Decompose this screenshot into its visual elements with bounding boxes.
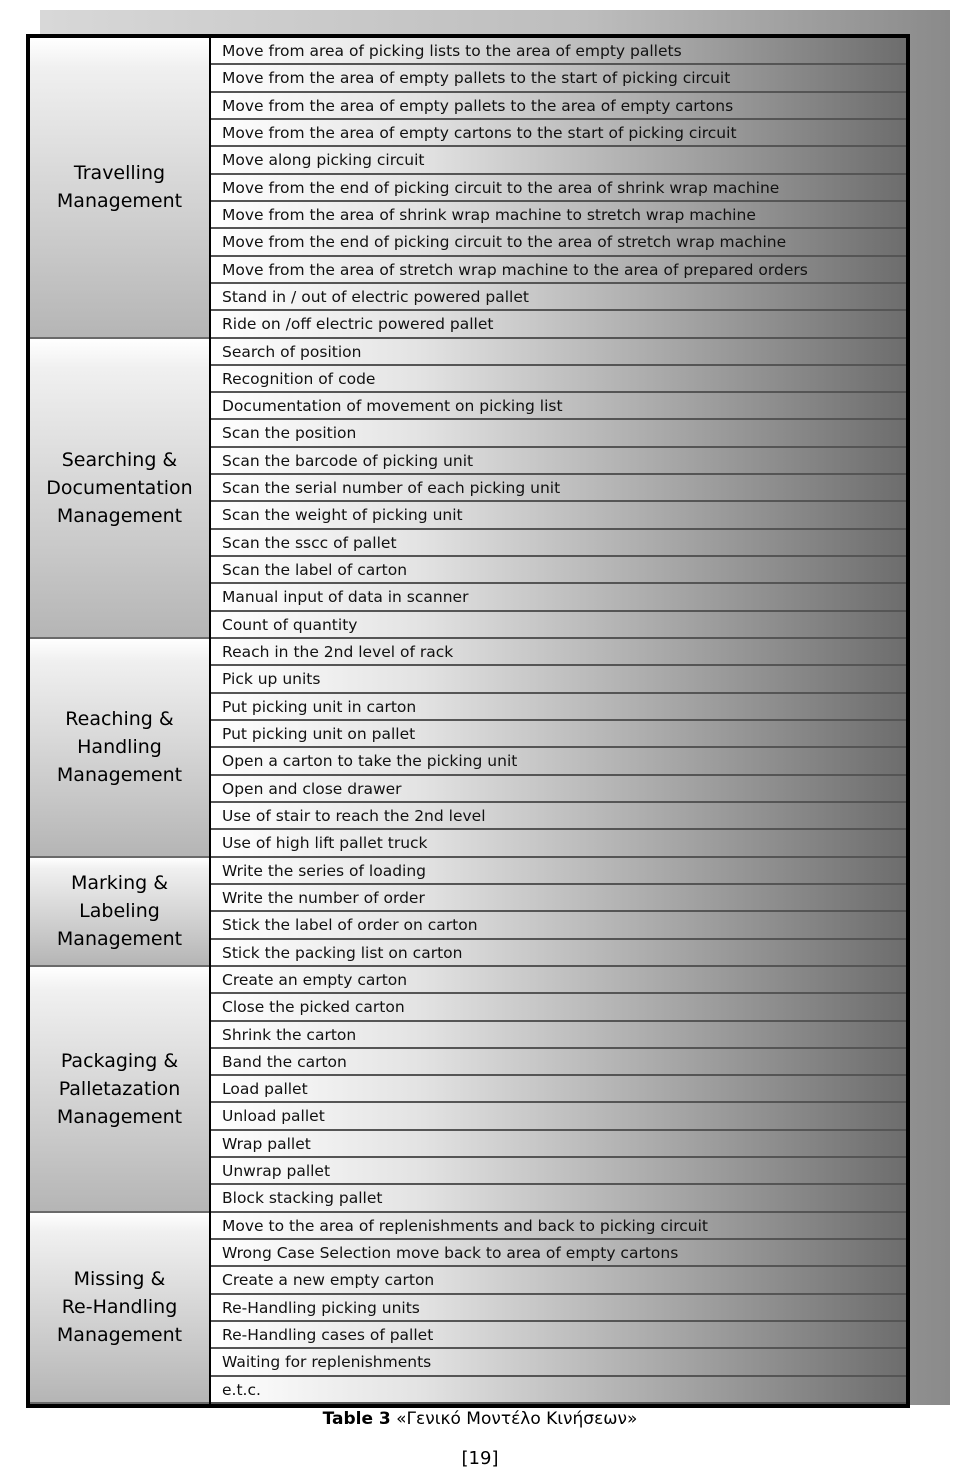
category-cell xyxy=(30,858,209,967)
activity-row: Move to the area of replenishments and back to picking circuit xyxy=(211,1213,906,1240)
activity-row: Write the series of loading xyxy=(211,858,906,885)
category-label: Searching & Documentation Management xyxy=(46,448,193,527)
activity-row: Use of stair to reach the 2nd level xyxy=(211,803,906,830)
category-label: Packaging & Palletazation Management xyxy=(56,1049,183,1128)
activity-row: Re-Handling picking units xyxy=(211,1295,906,1322)
caption-label: Table 3 xyxy=(322,1409,391,1429)
activity-row: Create a new empty carton xyxy=(211,1267,906,1294)
activity-row: Stick the label of order on carton xyxy=(211,912,906,939)
activity-row: Pick up units xyxy=(211,666,906,693)
activity-row: Unload pallet xyxy=(211,1103,906,1130)
movement-model-table xyxy=(26,34,910,1408)
activity-row: Move from the area of shrink wrap machine to stretch wrap machine xyxy=(211,202,906,229)
category-cell xyxy=(30,38,209,339)
activity-row: Open and close drawer xyxy=(211,776,906,803)
category-label: Marking & Labeling Management xyxy=(56,872,183,951)
activity-row: Write the number of order xyxy=(211,885,906,912)
caption-text: «Γενικό Μοντέλο Κινήσεων» xyxy=(390,1409,638,1429)
activity-row: Move from the area of stretch wrap machine to the area of prepared orders xyxy=(211,257,906,284)
activity-row: Waiting for replenishments xyxy=(211,1349,906,1376)
category-cell xyxy=(30,339,209,640)
activity-row: Wrap pallet xyxy=(211,1131,906,1158)
activity-row: Band the carton xyxy=(211,1049,906,1076)
activity-row: Ride on /off electric powered pallet xyxy=(211,311,906,338)
activity-row: Close the picked carton xyxy=(211,994,906,1021)
activity-row: Wrong Case Selection move back to area of empty cartons xyxy=(211,1240,906,1267)
activity-row: Scan the sscc of pallet xyxy=(211,530,906,557)
activity-row: Move from the end of picking circuit to the area of shrink wrap machine xyxy=(211,175,906,202)
category-cell xyxy=(30,1213,209,1404)
activity-row: Stand in / out of electric powered pallet xyxy=(211,284,906,311)
table-caption xyxy=(0,1409,960,1429)
category-cell xyxy=(30,967,209,1213)
category-column xyxy=(30,38,209,1404)
category-label: Missing & Re-Handling Management xyxy=(56,1268,183,1347)
activity-row: Load pallet xyxy=(211,1076,906,1103)
activity-row: Count of quantity xyxy=(211,612,906,639)
activity-row: Put picking unit on pallet xyxy=(211,721,906,748)
activity-row: Shrink the carton xyxy=(211,1022,906,1049)
activity-row: Scan the barcode of picking unit xyxy=(211,448,906,475)
activity-row: Move from the area of empty cartons to the start of picking circuit xyxy=(211,120,906,147)
activity-row: Use of high lift pallet truck xyxy=(211,830,906,857)
activity-row: Scan the serial number of each picking unit xyxy=(211,475,906,502)
category-cell xyxy=(30,639,209,858)
activity-row: Scan the weight of picking unit xyxy=(211,502,906,529)
activity-row: Documentation of movement on picking list xyxy=(211,393,906,420)
activity-row: Move from the area of empty pallets to the area of empty cartons xyxy=(211,93,906,120)
category-label: Travelling Management xyxy=(56,162,183,213)
activity-row: Move from area of picking lists to the area of empty pallets xyxy=(211,38,906,65)
activity-column xyxy=(211,38,906,1404)
page-number: [19] xyxy=(461,1448,499,1469)
activity-row: Move along picking circuit xyxy=(211,147,906,174)
activity-row: Reach in the 2nd level of rack xyxy=(211,639,906,666)
activity-row: Create an empty carton xyxy=(211,967,906,994)
activity-row: e.t.c. xyxy=(211,1377,906,1404)
activity-row: Scan the position xyxy=(211,420,906,447)
activity-row: Open a carton to take the picking unit xyxy=(211,748,906,775)
category-label: Reaching & Handling Management xyxy=(56,708,183,787)
activity-row: Search of position xyxy=(211,339,906,366)
activity-row: Manual input of data in scanner xyxy=(211,584,906,611)
activity-row: Block stacking pallet xyxy=(211,1185,906,1212)
activity-row: Move from the area of empty pallets to the start of picking circuit xyxy=(211,65,906,92)
activity-row: Put picking unit in carton xyxy=(211,694,906,721)
activity-row: Stick the packing list on carton xyxy=(211,940,906,967)
activity-row: Re-Handling cases of pallet xyxy=(211,1322,906,1349)
activity-row: Scan the label of carton xyxy=(211,557,906,584)
activity-row: Move from the end of picking circuit to the area of stretch wrap machine xyxy=(211,229,906,256)
activity-row: Unwrap pallet xyxy=(211,1158,906,1185)
activity-row: Recognition of code xyxy=(211,366,906,393)
